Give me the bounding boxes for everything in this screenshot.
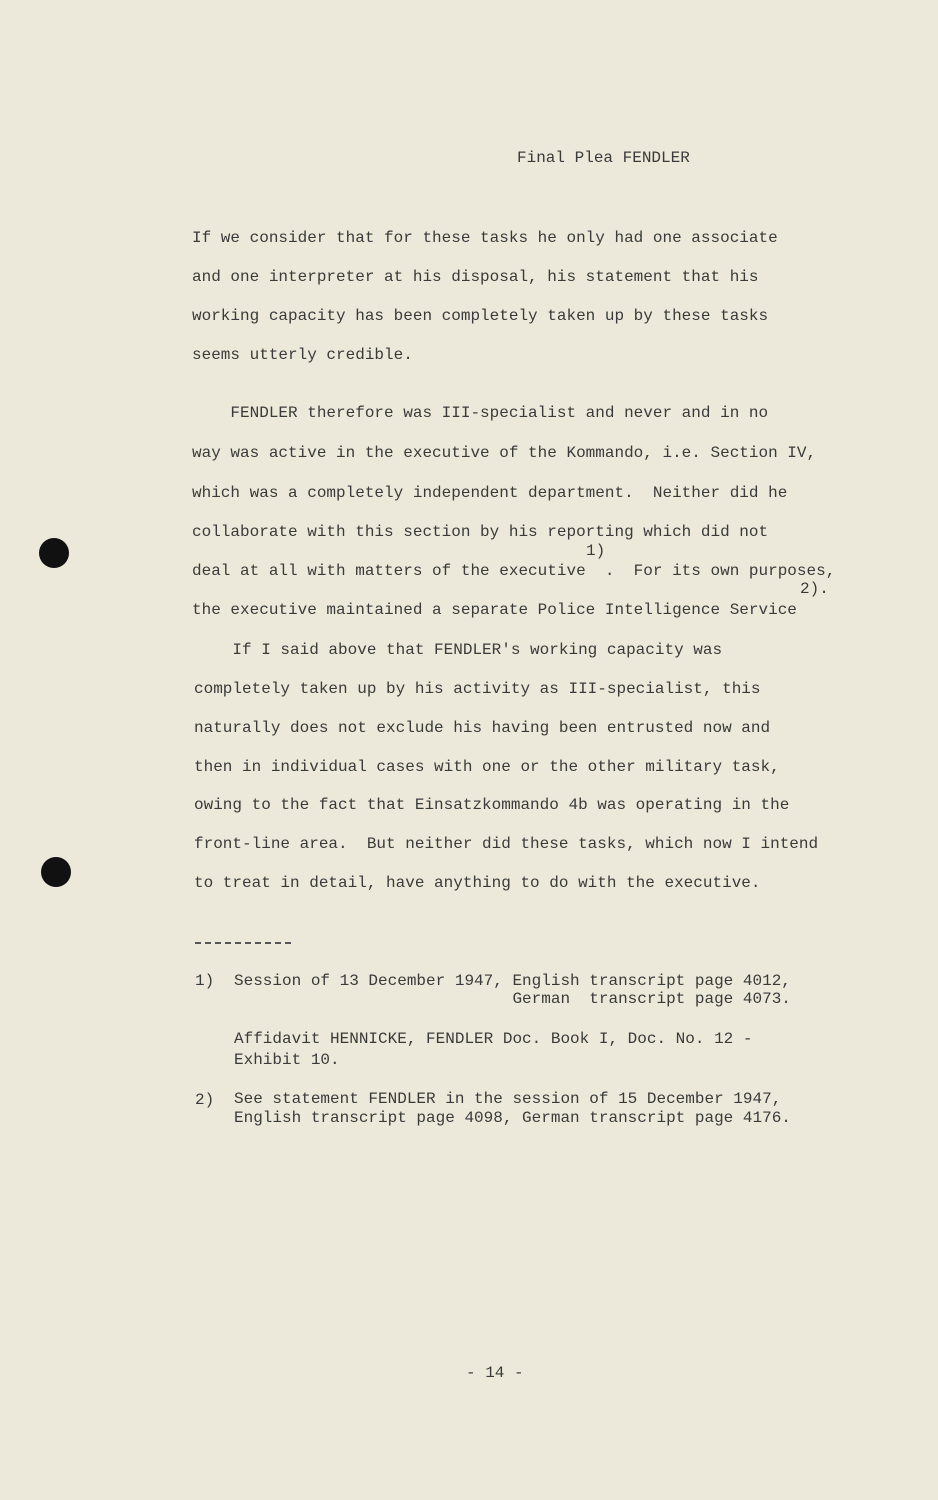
text-line: way was active in the executive of the Kommando, i.e. Section IV, xyxy=(192,444,817,462)
text-line: to treat in detail, have anything to do with the executive. xyxy=(194,874,761,892)
text-line: If I said above that FENDLER's working capacity was xyxy=(194,641,723,659)
footnote-line: Session of 13 December 1947, English transcript page 4012, xyxy=(234,972,791,990)
punch-hole xyxy=(39,538,69,568)
footnote-number: 2) xyxy=(195,1091,215,1109)
text-line: the executive maintained a separate Police Intelligence Service xyxy=(192,601,797,619)
footnote-line: English transcript page 4098, German transcript page 4176. xyxy=(234,1109,791,1127)
page-number: - 14 - xyxy=(466,1364,524,1382)
punch-hole xyxy=(41,857,71,887)
footnote-ref: 1) xyxy=(586,542,606,560)
text-line: then in individual cases with one or the other military task, xyxy=(194,758,780,776)
text-line: and one interpreter at his disposal, his statement that his xyxy=(192,268,759,286)
footnote-ref: 2). xyxy=(800,580,829,598)
text-line: naturally does not exclude his having been entrusted now and xyxy=(194,719,771,737)
text-line: If we consider that for these tasks he only had one associate xyxy=(192,229,778,247)
footnote-separator xyxy=(195,942,291,944)
footnote-line: German transcript page 4073. xyxy=(234,990,791,1008)
text-line: front-line area. But neither did these tasks, which now I intend xyxy=(194,835,819,853)
text-line: seems utterly credible. xyxy=(192,346,413,364)
text-line: deal at all with matters of the executive . For its own purposes, xyxy=(192,562,836,580)
text-line: collaborate with this section by his reporting which did not xyxy=(192,523,769,541)
footnote-line: See statement FENDLER in the session of 15 December 1947, xyxy=(234,1090,782,1108)
footnote-number: 1) xyxy=(195,972,215,990)
text-line: FENDLER therefore was III-specialist and never and in no xyxy=(192,404,769,422)
text-line: which was a completely independent department. Neither did he xyxy=(192,484,788,502)
footnote-line: Affidavit HENNICKE, FENDLER Doc. Book I, Doc. No. 12 - xyxy=(234,1030,753,1048)
text-line: working capacity has been completely taken up by these tasks xyxy=(192,307,769,325)
footnote-line: Exhibit 10. xyxy=(234,1051,340,1069)
page-header: Final Plea FENDLER xyxy=(517,149,690,167)
text-line: completely taken up by his activity as III-specialist, this xyxy=(194,680,761,698)
text-line: owing to the fact that Einsatzkommando 4b was operating in the xyxy=(194,796,790,814)
